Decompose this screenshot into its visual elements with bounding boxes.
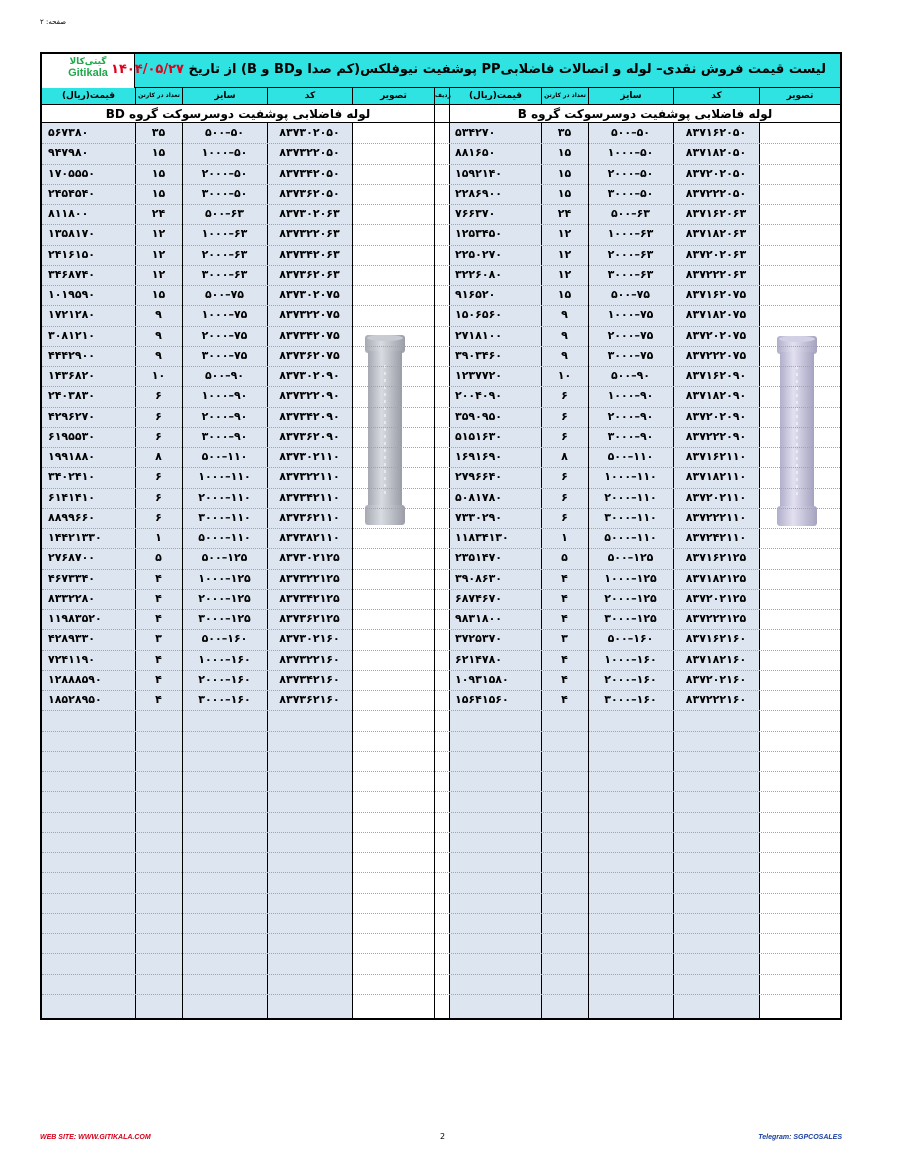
- right-price-cell: ۵۰۸۱۷۸۰: [455, 490, 502, 504]
- right-code-cell: ۸۳۷۲۲۲۱۱۰: [685, 510, 747, 524]
- left-size-cell: ۱۰۰۰–۱۲۵: [198, 571, 251, 585]
- header-image-right: تصویر: [759, 88, 840, 104]
- right-carton-cell: ۶: [561, 409, 568, 423]
- left-size-cell: ۱۰۰۰–۶۳: [201, 227, 248, 241]
- left-size-cell: ۳۰۰۰–۷۵: [201, 348, 248, 362]
- left-price-cell: ۱۴۴۲۱۳۳۰: [48, 531, 102, 544]
- row-divider: [42, 872, 840, 873]
- left-price-cell: ۱۳۵۸۱۷۰: [48, 227, 95, 241]
- left-size-cell: ۳۰۰۰–۶۳: [201, 267, 248, 281]
- left-code-cell: ۸۳۷۳۲۲۰۶۳: [279, 227, 340, 241]
- right-size-cell: ۲۰۰۰–۷۵: [607, 328, 654, 342]
- column-image-left: [352, 123, 434, 1018]
- right-carton-cell: ۹: [561, 328, 568, 342]
- right-size-cell: ۳۰۰۰–۶۳: [607, 267, 654, 281]
- right-carton-cell: ۲۴: [557, 207, 572, 220]
- row-divider: [42, 812, 840, 813]
- left-code-cell: ۸۳۷۳۲۲۰۹۰: [279, 389, 340, 403]
- right-code-cell: ۸۳۷۲۰۲۰۹۰: [685, 409, 747, 423]
- right-size-cell: ۵۰۰–۶۳: [610, 207, 651, 220]
- right-price-cell: ۱۲۳۷۷۲۰: [455, 369, 502, 382]
- left-code-cell: ۸۳۷۳۰۲۰۶۳: [279, 207, 340, 220]
- left-carton-cell: ۲۴: [151, 207, 166, 220]
- left-size-cell: ۵۰۰–۱۶۰: [201, 632, 248, 646]
- title-main-text: لیست قیمت فروش نقدی– لوله و اتصالات فاضلابیPP پوشفیت نیوفلکس(کم صدا وBD و B) از تاریخ: [184, 62, 826, 77]
- left-carton-cell: ۹: [155, 308, 162, 322]
- group-title-divider: [434, 105, 449, 123]
- right-code-cell: ۸۳۷۲۲۲۰۵۰: [685, 186, 747, 200]
- right-code-cell: ۸۳۷۱۸۲۱۲۵: [685, 571, 747, 585]
- header-size-left: سایز: [182, 88, 267, 104]
- left-code-cell: ۸۳۷۳۲۲۰۷۵: [279, 308, 340, 322]
- row-divider: [42, 893, 840, 894]
- right-code-cell: ۸۳۷۲۲۲۰۷۵: [685, 348, 747, 362]
- row-divider: [42, 751, 840, 752]
- right-carton-cell: ۶: [561, 510, 568, 524]
- left-size-cell: ۲۰۰۰–۱۱۰: [198, 490, 251, 504]
- right-code-cell: ۸۳۷۲۲۲۰۹۰: [685, 429, 747, 443]
- left-code-cell: ۸۳۷۳۴۲۰۶۳: [279, 247, 340, 261]
- right-price-cell: ۲۷۹۶۶۴۰: [455, 470, 502, 484]
- left-size-cell: ۲۰۰۰–۱۲۵: [198, 591, 251, 605]
- right-size-cell: ۲۰۰۰–۶۳: [607, 247, 654, 261]
- left-size-cell: ۱۰۰۰–۷۵: [201, 308, 248, 322]
- left-carton-cell: ۶: [155, 409, 162, 423]
- right-carton-cell: ۴: [561, 591, 568, 605]
- left-code-cell: ۸۳۷۳۶۲۰۷۵: [279, 348, 340, 362]
- header-carton-left: تعداد در کارتن: [135, 88, 182, 104]
- right-code-cell: ۸۳۷۱۸۲۰۵۰: [685, 146, 747, 160]
- row-divider: [42, 832, 840, 833]
- left-size-cell: ۳۰۰۰–۱۲۵: [198, 612, 251, 625]
- left-price-cell: ۴۲۹۶۲۷۰: [48, 409, 95, 423]
- right-carton-cell: ۴: [561, 672, 568, 686]
- left-size-cell: ۵۰۰–۹۰: [204, 369, 245, 382]
- right-price-cell: ۱۲۵۳۴۵۰: [455, 227, 502, 241]
- left-size-cell: ۵۰۰–۵۰: [204, 126, 245, 139]
- header-carton-right: تعداد در کارتن: [541, 88, 588, 104]
- left-size-cell: ۲۰۰۰–۶۳: [201, 247, 248, 261]
- right-carton-cell: ۹: [561, 348, 568, 362]
- left-price-cell: ۹۴۷۹۸۰: [48, 146, 89, 160]
- left-size-cell: ۲۰۰۰–۵۰: [201, 166, 248, 180]
- right-price-cell: ۲۷۱۸۱۰۰: [455, 328, 502, 342]
- header-size-right: سایز: [588, 88, 673, 104]
- left-code-cell: ۸۳۷۳۰۲۱۲۵: [279, 551, 340, 565]
- left-size-cell: ۳۰۰۰–۱۶۰: [198, 693, 251, 706]
- left-code-cell: ۸۳۷۳۴۲۰۵۰: [279, 166, 340, 180]
- left-price-cell: ۲۴۱۶۱۵۰: [48, 247, 95, 261]
- right-carton-cell: ۸: [561, 450, 568, 463]
- right-price-cell: ۵۳۴۲۷۰: [455, 126, 496, 139]
- right-carton-cell: ۱۲: [557, 227, 572, 241]
- right-code-cell: ۸۳۷۲۰۲۱۲۵: [685, 591, 747, 605]
- right-carton-cell: ۳: [561, 632, 568, 646]
- right-size-cell: ۱۰۰۰–۶۳: [607, 227, 654, 241]
- left-carton-cell: ۴: [155, 591, 162, 605]
- right-price-cell: ۶۲۱۴۷۸۰: [455, 652, 502, 666]
- left-code-cell: ۸۳۷۳۰۲۱۱۰: [279, 450, 340, 463]
- row-divider: [42, 933, 840, 934]
- right-carton-cell: ۱۵: [557, 146, 572, 160]
- right-price-cell: ۱۶۹۱۶۹۰: [455, 450, 502, 463]
- right-carton-cell: ۶: [561, 470, 568, 484]
- left-price-cell: ۱۴۳۶۸۲۰: [48, 369, 95, 382]
- right-size-cell: ۵۰۰–۹۰: [610, 369, 651, 382]
- right-code-cell: ۸۳۷۱۶۲۰۷۵: [685, 288, 747, 301]
- right-carton-cell: ۶: [561, 429, 568, 443]
- right-size-cell: ۵۰۰–۷۵: [610, 288, 651, 301]
- right-carton-cell: ۱۵: [557, 186, 572, 200]
- left-code-cell: ۸۳۷۳۰۲۰۹۰: [279, 369, 340, 382]
- price-list-sheet: [40, 52, 842, 1020]
- left-price-cell: ۲۴۵۴۵۴۰: [48, 186, 95, 200]
- right-price-cell: ۱۵۹۲۱۴۰: [455, 166, 502, 180]
- column-header-row: [42, 88, 840, 105]
- right-code-cell: ۸۳۷۱۶۲۰۹۰: [685, 369, 747, 382]
- left-price-cell: ۸۸۹۹۶۶۰: [48, 510, 95, 524]
- left-size-cell: ۲۰۰۰–۷۵: [201, 328, 248, 342]
- right-size-cell: ۳۰۰۰–۱۲۵: [604, 612, 657, 625]
- right-code-cell: ۸۳۷۱۶۲۱۲۵: [685, 551, 747, 565]
- right-price-cell: ۳۲۲۶۰۸۰: [455, 267, 502, 281]
- header-price-right: قیمت(ریال): [449, 88, 541, 104]
- pipe-image-group-bd: [365, 335, 405, 525]
- right-carton-cell: ۳۵: [557, 126, 572, 139]
- right-size-cell: ۵۰۰–۵۰: [610, 126, 651, 139]
- right-price-cell: ۱۱۸۳۴۱۳۰: [455, 531, 509, 544]
- left-code-cell: ۸۳۷۳۰۲۰۵۰: [279, 126, 340, 139]
- right-carton-cell: ۶: [561, 490, 568, 504]
- left-price-cell: ۶۱۹۵۵۳۰: [48, 429, 95, 443]
- left-carton-cell: ۱۵: [151, 288, 166, 301]
- left-price-cell: ۶۱۴۱۴۱۰: [48, 490, 95, 504]
- left-carton-cell: ۴: [155, 612, 162, 625]
- logo-persian-text: گیتی‌کالا: [69, 57, 107, 67]
- right-size-cell: ۵۰۰–۱۶۰: [607, 632, 654, 646]
- left-carton-cell: ۱۵: [151, 186, 166, 200]
- right-price-cell: ۳۷۲۵۳۷۰: [455, 632, 502, 646]
- right-price-cell: ۳۵۹۰۹۵۰: [455, 409, 502, 423]
- right-code-cell: ۸۳۷۲۲۲۰۶۳: [685, 267, 747, 281]
- left-code-cell: ۸۳۷۳۴۲۱۲۵: [279, 591, 340, 605]
- left-code-cell: ۸۳۷۳۲۲۰۵۰: [279, 146, 340, 160]
- right-size-cell: ۲۰۰۰–۱۲۵: [604, 591, 657, 605]
- right-code-cell: ۸۳۷۲۰۲۰۶۳: [685, 247, 747, 261]
- left-carton-cell: ۱۵: [151, 146, 166, 160]
- left-price-cell: ۱۷۰۵۵۵۰: [48, 166, 95, 180]
- right-size-cell: ۱۰۰۰–۹۰: [607, 389, 654, 403]
- left-price-cell: ۵۶۷۳۸۰: [48, 126, 89, 139]
- left-price-cell: ۴۶۷۳۳۴۰: [48, 571, 95, 585]
- right-carton-cell: ۴: [561, 612, 568, 625]
- left-price-cell: ۲۷۶۸۷۰۰: [48, 551, 95, 565]
- column-image-right: [759, 123, 840, 1018]
- header-divider: ردیف: [434, 88, 449, 104]
- right-size-cell: ۳۰۰۰–۵۰: [607, 186, 654, 200]
- pipe-image-group-b: [777, 336, 817, 526]
- left-size-cell: ۲۰۰۰–۱۶۰: [198, 672, 251, 686]
- right-code-cell: ۸۳۷۱۸۲۱۱۰: [685, 470, 747, 484]
- left-carton-cell: ۱۰: [151, 369, 166, 382]
- title-bar: [42, 54, 840, 88]
- logo-english-text: Gitikala: [68, 67, 108, 79]
- left-carton-cell: ۶: [155, 510, 162, 524]
- left-size-cell: ۳۰۰۰–۱۱۰: [198, 510, 251, 524]
- right-code-cell: ۸۳۷۱۶۲۰۶۳: [685, 207, 747, 220]
- right-size-cell: ۱۰۰۰–۱۶۰: [604, 652, 657, 666]
- row-divider: [42, 771, 840, 772]
- left-carton-cell: ۴: [155, 672, 162, 686]
- left-price-cell: ۳۴۰۲۴۱۰: [48, 470, 95, 484]
- left-size-cell: ۳۰۰۰–۵۰: [201, 186, 248, 200]
- title-date: ۱۴۰۴/۰۵/۲۷: [111, 62, 184, 77]
- right-carton-cell: ۴: [561, 571, 568, 585]
- right-price-cell: ۱۵۰۶۵۶۰: [455, 308, 502, 322]
- right-size-cell: ۵۰۰–۱۱۰: [607, 450, 654, 463]
- left-size-cell: ۳۰۰۰–۹۰: [201, 429, 248, 443]
- right-size-cell: ۱۰۰۰–۷۵: [607, 308, 654, 322]
- left-price-cell: ۱۲۸۸۸۵۹۰: [48, 672, 102, 686]
- left-carton-cell: ۱۲: [151, 267, 166, 281]
- left-size-cell: ۲۰۰۰–۹۰: [201, 409, 248, 423]
- left-code-cell: ۸۳۷۳۶۲۱۲۵: [279, 612, 340, 625]
- left-carton-cell: ۱۲: [151, 227, 166, 241]
- left-size-cell: ۱۰۰۰–۱۶۰: [198, 652, 251, 666]
- right-carton-cell: ۱۲: [557, 267, 572, 281]
- right-code-cell: ۸۳۷۱۸۲۰۹۰: [685, 389, 747, 403]
- right-code-cell: ۸۳۷۱۸۲۰۷۵: [685, 308, 747, 322]
- left-code-cell: ۸۳۷۳۴۲۰۷۵: [279, 328, 340, 342]
- column-divider: [434, 123, 449, 1018]
- left-size-cell: ۱۰۰۰–۹۰: [201, 389, 248, 403]
- left-carton-cell: ۳: [155, 632, 162, 646]
- left-code-cell: ۸۳۷۳۶۲۰۵۰: [279, 186, 340, 200]
- header-image-left: تصویر: [352, 88, 434, 104]
- row-divider: [42, 974, 840, 975]
- left-size-cell: ۵۰۰–۱۲۵: [201, 551, 248, 565]
- left-price-cell: ۴۲۸۹۳۳۰: [48, 632, 95, 646]
- right-price-cell: ۲۳۵۱۴۷۰: [455, 551, 502, 565]
- right-code-cell: ۸۳۷۱۸۲۱۶۰: [685, 652, 747, 666]
- left-code-cell: ۸۳۷۳۶۲۰۹۰: [279, 429, 340, 443]
- right-price-cell: ۹۱۶۵۲۰: [455, 288, 496, 301]
- left-code-cell: ۸۳۷۳۶۲۰۶۳: [279, 267, 340, 281]
- row-divider: [42, 731, 840, 732]
- left-size-cell: ۵۰۰–۶۳: [204, 207, 245, 220]
- left-price-cell: ۱۷۲۱۲۸۰: [48, 308, 95, 322]
- right-price-cell: ۲۲۵۰۲۷۰: [455, 247, 502, 261]
- right-carton-cell: ۴: [561, 652, 568, 666]
- left-code-cell: ۸۳۷۳۴۲۰۹۰: [279, 409, 340, 423]
- left-code-cell: ۸۳۷۳۴۲۱۶۰: [279, 672, 340, 686]
- footer-website: WEB SITE: WWW.GITIKALA.COM: [40, 1134, 151, 1141]
- left-code-cell: ۸۳۷۳۰۲۰۷۵: [279, 288, 340, 301]
- footer-telegram: Telegram: SGPCOSALES: [758, 1134, 842, 1141]
- right-carton-cell: ۱۲: [557, 247, 572, 261]
- left-carton-cell: ۴: [155, 571, 162, 585]
- right-price-cell: ۲۲۸۶۹۰۰: [455, 186, 502, 200]
- left-price-cell: ۸۱۱۸۰۰: [48, 207, 89, 220]
- row-divider: [42, 710, 840, 711]
- right-code-cell: ۸۳۷۱۶۲۰۵۰: [685, 126, 747, 139]
- left-carton-cell: ۱۲: [151, 247, 166, 261]
- left-carton-cell: ۱: [155, 531, 162, 544]
- right-size-cell: ۳۰۰۰–۹۰: [607, 429, 654, 443]
- right-carton-cell: ۵: [561, 551, 568, 565]
- left-price-cell: ۸۳۳۲۲۸۰: [48, 591, 95, 605]
- right-carton-cell: ۱: [561, 531, 568, 544]
- right-size-cell: ۱۰۰۰–۵۰: [607, 146, 654, 160]
- left-carton-cell: ۶: [155, 470, 162, 484]
- row-divider: [42, 852, 840, 853]
- header-code-right: کد: [673, 88, 759, 104]
- right-size-cell: ۱۰۰۰–۱۱۰: [604, 470, 657, 484]
- right-price-cell: ۶۸۷۴۶۷۰: [455, 591, 502, 605]
- right-code-cell: ۸۳۷۲۰۲۱۶۰: [685, 672, 747, 686]
- left-size-cell: ۵۰۰۰–۱۱۰: [198, 531, 251, 544]
- right-size-cell: ۱۰۰۰–۱۲۵: [604, 571, 657, 585]
- left-price-cell: ۱۹۹۱۸۸۰: [48, 450, 95, 463]
- left-carton-cell: ۶: [155, 490, 162, 504]
- left-price-cell: ۱۸۵۲۸۹۵۰: [48, 693, 102, 706]
- right-price-cell: ۷۳۳۰۲۹۰: [455, 510, 502, 524]
- right-code-cell: ۸۳۷۲۰۲۱۱۰: [685, 490, 747, 504]
- right-carton-cell: ۱۵: [557, 288, 572, 301]
- right-code-cell: ۸۳۷۲۰۲۰۵۰: [685, 166, 747, 180]
- page-number-label: صفحه: ۲: [40, 18, 67, 26]
- right-size-cell: ۲۰۰۰–۹۰: [607, 409, 654, 423]
- left-price-cell: ۱۰۱۹۵۹۰: [48, 288, 95, 301]
- right-price-cell: ۱۵۶۴۱۵۶۰: [455, 693, 509, 706]
- left-code-cell: ۸۳۷۳۶۲۱۶۰: [279, 693, 340, 706]
- left-size-cell: ۱۰۰۰–۵۰: [201, 146, 248, 160]
- left-size-cell: ۱۰۰۰–۱۱۰: [198, 470, 251, 484]
- right-size-cell: ۲۰۰۰–۵۰: [607, 166, 654, 180]
- left-code-cell: ۸۳۷۳۶۲۱۱۰: [279, 510, 340, 524]
- right-size-cell: ۳۰۰۰–۱۱۰: [604, 510, 657, 524]
- left-carton-cell: ۴: [155, 652, 162, 666]
- right-carton-cell: ۱۰: [557, 369, 572, 382]
- group-title-bd: لوله فاضلابی پوشفیت دوسرسوکت گروه BD: [42, 105, 434, 123]
- row-divider: [42, 953, 840, 954]
- right-code-cell: ۸۳۷۱۶۲۱۶۰: [685, 632, 747, 646]
- right-size-cell: ۵۰۰–۱۲۵: [607, 551, 654, 565]
- left-carton-cell: ۶: [155, 389, 162, 403]
- right-size-cell: ۲۰۰۰–۱۱۰: [604, 490, 657, 504]
- left-price-cell: ۱۱۹۸۳۵۲۰: [48, 612, 102, 625]
- right-code-cell: ۸۳۷۲۰۲۰۷۵: [685, 328, 747, 342]
- right-code-cell: ۸۳۷۱۶۲۱۱۰: [685, 450, 747, 463]
- right-carton-cell: ۴: [561, 693, 568, 706]
- right-size-cell: ۳۰۰۰–۷۵: [607, 348, 654, 362]
- left-carton-cell: ۹: [155, 348, 162, 362]
- right-code-cell: ۸۳۷۱۸۲۰۶۳: [685, 227, 747, 241]
- left-carton-cell: ۸: [155, 450, 162, 463]
- right-price-cell: ۱۰۹۳۱۵۸۰: [455, 672, 509, 686]
- header-price-left: قیمت(ریال): [61, 91, 116, 101]
- right-code-cell: ۸۳۷۲۴۲۱۱۰: [685, 531, 747, 544]
- right-code-cell: ۸۳۷۲۲۲۱۶۰: [685, 693, 747, 706]
- row-divider: [42, 994, 840, 995]
- left-carton-cell: ۵: [155, 551, 162, 565]
- row-divider: [42, 913, 840, 914]
- header-code-left: کد: [267, 88, 352, 104]
- left-carton-cell: ۱۵: [151, 166, 166, 180]
- right-carton-cell: ۹: [561, 308, 568, 322]
- left-size-cell: ۵۰۰–۱۱۰: [201, 450, 248, 463]
- right-price-cell: ۲۰۰۴۰۹۰: [455, 389, 502, 403]
- left-carton-cell: ۴: [155, 693, 162, 706]
- left-price-cell: ۴۴۴۲۹۰۰: [48, 348, 95, 362]
- right-price-cell: ۸۸۱۶۵۰: [455, 146, 496, 160]
- right-size-cell: ۲۰۰۰–۱۶۰: [604, 672, 657, 686]
- right-code-cell: ۸۳۷۲۲۲۱۲۵: [685, 612, 747, 625]
- row-divider: [42, 791, 840, 792]
- left-price-cell: ۲۴۰۳۸۳۰: [48, 389, 95, 403]
- left-code-cell: ۸۳۷۳۲۲۱۱۰: [279, 470, 340, 484]
- right-carton-cell: ۶: [561, 389, 568, 403]
- right-price-cell: ۹۸۳۱۸۰۰: [455, 612, 502, 625]
- table-body: [42, 123, 840, 1018]
- left-carton-cell: ۳۵: [151, 126, 166, 139]
- right-size-cell: ۵۰۰۰–۱۱۰: [604, 531, 657, 544]
- right-price-cell: ۵۱۵۱۶۳۰: [455, 429, 502, 443]
- left-size-cell: ۵۰۰–۷۵: [204, 288, 245, 301]
- footer-page-number: 2: [440, 1132, 446, 1141]
- left-code-cell: ۸۳۷۳۴۲۱۱۰: [279, 490, 340, 504]
- right-price-cell: ۳۹۰۸۶۳۰: [455, 571, 502, 585]
- left-price-cell: ۳۴۶۸۷۴۰: [48, 267, 95, 281]
- left-code-cell: ۸۳۷۳۸۲۱۱۰: [279, 531, 340, 544]
- left-price-cell: ۷۲۴۱۱۹۰: [48, 652, 95, 666]
- group-title-b: لوله فاضلابی پوشفیت دوسرسوکت گروه B: [449, 105, 840, 123]
- left-code-cell: ۸۳۷۳۲۲۱۲۵: [279, 571, 340, 585]
- left-carton-cell: ۶: [155, 429, 162, 443]
- right-carton-cell: ۱۵: [557, 166, 572, 180]
- right-price-cell: ۳۹۰۳۴۶۰: [455, 348, 502, 362]
- right-price-cell: ۷۶۶۳۷۰: [455, 207, 496, 220]
- left-carton-cell: ۹: [155, 328, 162, 342]
- left-price-cell: ۳۰۸۱۲۱۰: [48, 328, 95, 342]
- left-code-cell: ۸۳۷۳۲۲۱۶۰: [279, 652, 340, 666]
- right-size-cell: ۳۰۰۰–۱۶۰: [604, 693, 657, 706]
- left-code-cell: ۸۳۷۳۰۲۱۶۰: [279, 632, 340, 646]
- price-list-title: [111, 62, 826, 77]
